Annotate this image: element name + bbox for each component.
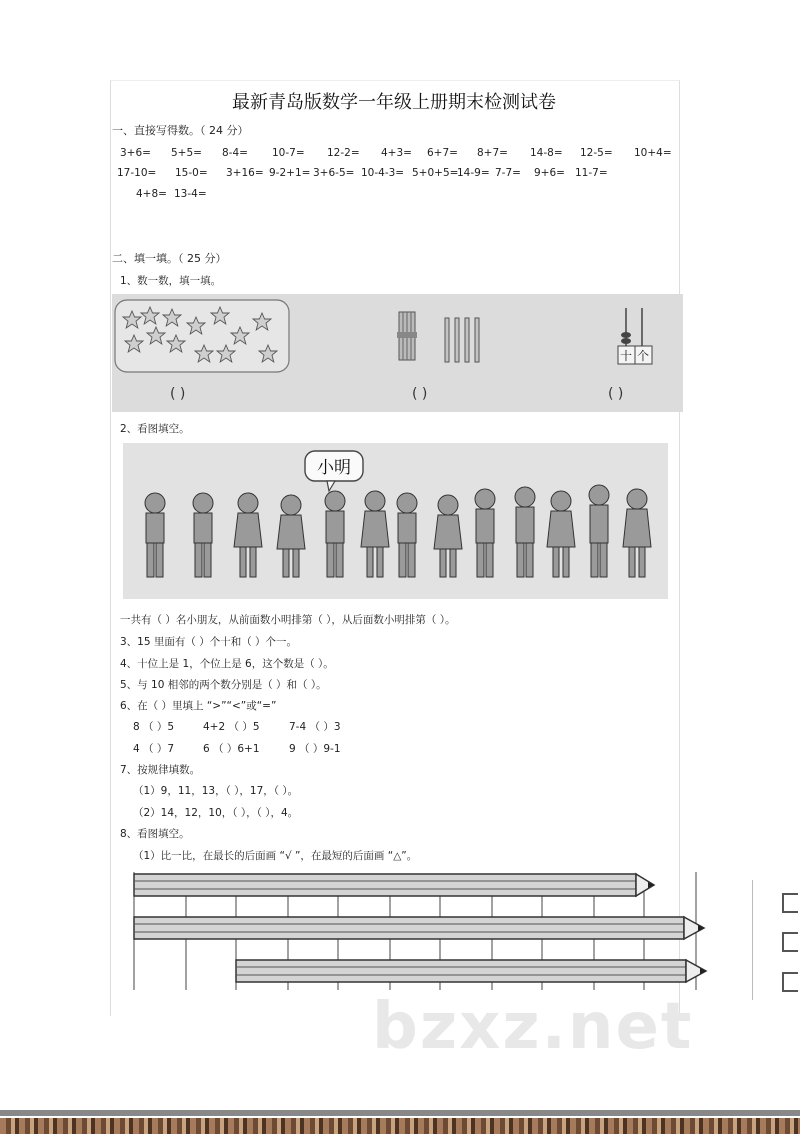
compare-item: 9 （ ）9-1 [289,743,341,755]
child-figure [325,491,345,577]
arith-item: 9+6= [534,167,565,179]
compare-item: 7-4 （ ）3 [289,721,341,733]
question-1: 1、数一数，填一填。 [120,275,222,287]
question-7: 7、按规律填数。 [120,764,201,776]
arith-item: 12-5= [580,147,613,159]
question-8: 8、看图填空。 [120,828,190,840]
single-sticks-icon [445,318,479,362]
stick-bundle-icon [397,312,417,360]
arith-item: 14-9= [457,167,490,179]
abacus-label-ones: 个 [636,349,650,363]
child-figure [234,493,262,577]
child-figure [623,489,651,577]
arith-item: 3+6= [120,147,151,159]
child-figure [361,491,389,577]
arith-item: 5+5= [171,147,202,159]
answer-blank-abacus[interactable]: ( ) [608,386,624,402]
arith-item: 10-4-3= [361,167,405,179]
arith-item: 8-4= [222,147,248,159]
arith-item: 4+3= [381,147,412,159]
abacus-icon [618,308,652,364]
question-8-part-1: （1）比一比，在最长的后面画 “√ ”，在最短的后面画 “△”。 [133,850,418,862]
compare-item: 8 （ ）5 [133,721,175,733]
question-7-part-2: （2）14，12，10，（ ），（ ），4。 [133,807,299,819]
bottom-divider [0,1110,800,1116]
arith-item: 6+7= [427,147,458,159]
children-figure-art [123,443,668,599]
arith-item: 8+7= [477,147,508,159]
arith-item: 12-2= [327,147,360,159]
arith-item: 3+16= [226,167,264,179]
answer-blank-sticks[interactable]: ( ) [412,386,428,402]
answer-box-edge [782,893,798,913]
arith-item: 11-7= [575,167,608,179]
answer-box-edge [782,972,798,992]
section1-heading: 一、直接写得数。（ 24 分） [112,124,249,137]
arith-item: 9-2+1= [269,167,311,179]
page-edge-divider [752,880,753,1000]
answer-blank-stars[interactable]: ( ) [170,386,186,402]
arith-item: 3+6-5= [313,167,355,179]
question-4: 4、十位上是 1，个位上是 6，这个数是（ ）。 [120,658,334,670]
question-7-part-1: （1）9，11，13，（ ），17，（ ）。 [133,785,299,797]
child-figure [277,495,305,577]
speech-bubble-label: 小明 [317,458,351,478]
arith-item: 10-7= [272,147,305,159]
arith-item: 17-10= [117,167,157,179]
section2-heading: 二、填一填。（ 25 分） [112,252,227,265]
question-2: 2、看图填空。 [120,423,190,435]
counting-figure [112,294,683,412]
arith-item: 10+4= [634,147,672,159]
child-figure [547,491,575,577]
child-figure [434,495,462,577]
arith-item: 7-7= [495,167,521,179]
watermark-logo: bzxz.net [372,990,694,1064]
compare-item: 4+2 （ ）5 [203,721,260,733]
child-figure [397,493,417,577]
children-line-figure [123,443,668,599]
arith-item: 13-4= [174,188,207,200]
arith-item: 14-8= [530,147,563,159]
question-6: 6、在（ ）里填上 “>”“<”或“=” [120,700,277,712]
compare-item: 6 （ ）6+1 [203,743,260,755]
question-2-text: 一共有（ ）名小朋友，从前面数小明排第（ ），从后面数小明排第（ ）。 [120,614,456,626]
child-figure [475,489,495,577]
compare-item: 4 （ ）7 [133,743,175,755]
pencil-top [134,874,654,896]
arith-item: 4+8= [136,188,167,200]
question-5: 5、与 10 相邻的两个数分别是（ ）和（ ）。 [120,679,327,691]
counting-figure-art [112,294,683,412]
bottom-texture-strip [0,1118,800,1134]
question-3: 3、15 里面有（ ）个十和（ ）个一。 [120,636,298,648]
child-figure [193,493,213,577]
arith-item: 5+0+5= [412,167,459,179]
pencil-bottom [236,960,706,982]
page-title: 最新青岛版数学一年级上册期末检测试卷 [232,92,556,113]
child-figure [515,487,535,577]
answer-box-edge [782,932,798,952]
abacus-label-tens: 十 [619,349,633,363]
child-figure [145,493,165,577]
pencils-figure [120,862,720,1002]
pencil-middle [134,917,704,939]
child-figure [589,485,609,577]
arith-item: 15-0= [175,167,208,179]
